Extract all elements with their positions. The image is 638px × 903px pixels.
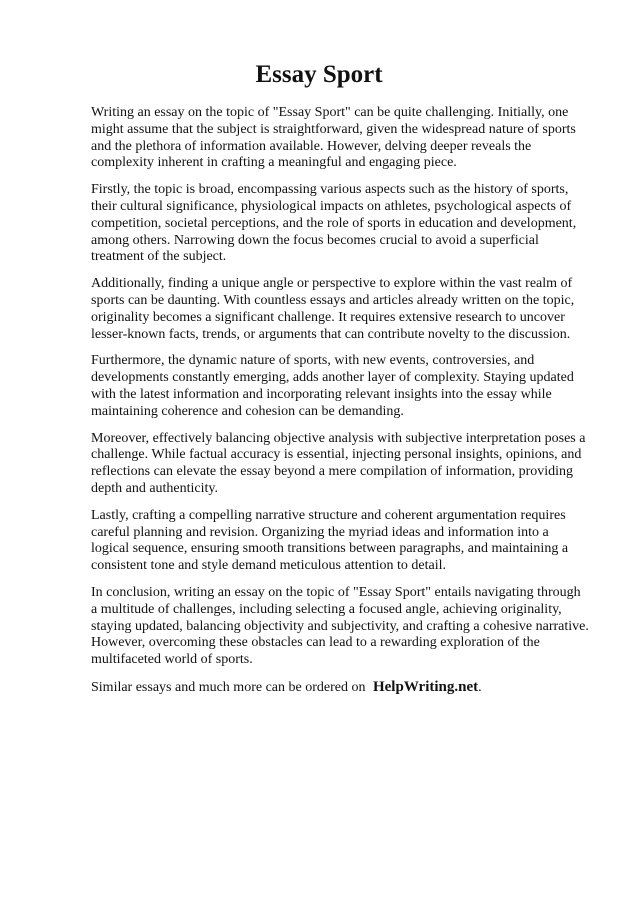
footer-line bbox=[91, 679, 590, 697]
paragraph-6: Lastly, crafting a compelling narrative structure and coherent argumentation requires careful planning and revision. Organizing the myriad ideas and information into a logical sequence, ensuring smooth transitions between paragraphs, and maintaining a consistent tone and style demand meticulous attention to detail. bbox=[91, 507, 569, 574]
brand-link[interactable]: HelpWriting.net bbox=[372, 678, 479, 695]
paragraph-1: Writing an essay on the topic of "Essay Sport" can be quite challenging. Initially, one might assume that the subject is straightforward, given the widespread nature of sports and the plethora of information available. However, delving deeper reveals the complexity inherent in crafting a meaningful and engaging piece. bbox=[91, 105, 576, 171]
paragraph-7: In conclusion, writing an essay on the topic of "Essay Sport" entails navigating through a multitude of challenges, including selecting a focused angle, achieving originality, staying updated, balancing objectivity and subjectivity, and crafting a cohesive narrative. However, overcoming these obstacles can lead to a rewarding exploration of the multifaceted world of sports. bbox=[91, 584, 589, 668]
footer-text: Similar essays and much more can be ordered on bbox=[91, 679, 366, 695]
paragraph-4: Furthermore, the dynamic nature of sports, with new events, controversies, and developments constantly emerging, adds another layer of complexity. Staying updated with the latest information and incorporating relevant insights into the essay while maintaining coherence and cohesion can be demanding. bbox=[91, 353, 574, 419]
paragraph-3: Additionally, finding a unique angle or perspective to explore within the vast realm of sports can be daunting. With countless essays and articles already written on the topic, originality becomes a significant challenge. It requires extensive research to uncover lesser-known facts, trends, or arguments that can contribute novelty to the discussion. bbox=[91, 276, 575, 342]
footer-suffix: . bbox=[478, 679, 482, 695]
page-title: Essay Sport bbox=[255, 61, 383, 88]
paragraph-2: Firstly, the topic is broad, encompassing various aspects such as the history of sports, their cultural significance, physiological impacts on athletes, psychological aspects of competition, societal perceptions, and the role of sports in education and development, among others. Narrowing down the focus becomes crucial to avoid a superficial treatment of the subject. bbox=[91, 182, 577, 265]
paragraph-5: Moreover, effectively balancing objective analysis with subjective interpretation poses a challenge. While factual accuracy is essential, injecting personal insights, opinions, and reflections can elevate the essay beyond a mere compilation of information, providing depth and authenticity. bbox=[91, 430, 586, 496]
